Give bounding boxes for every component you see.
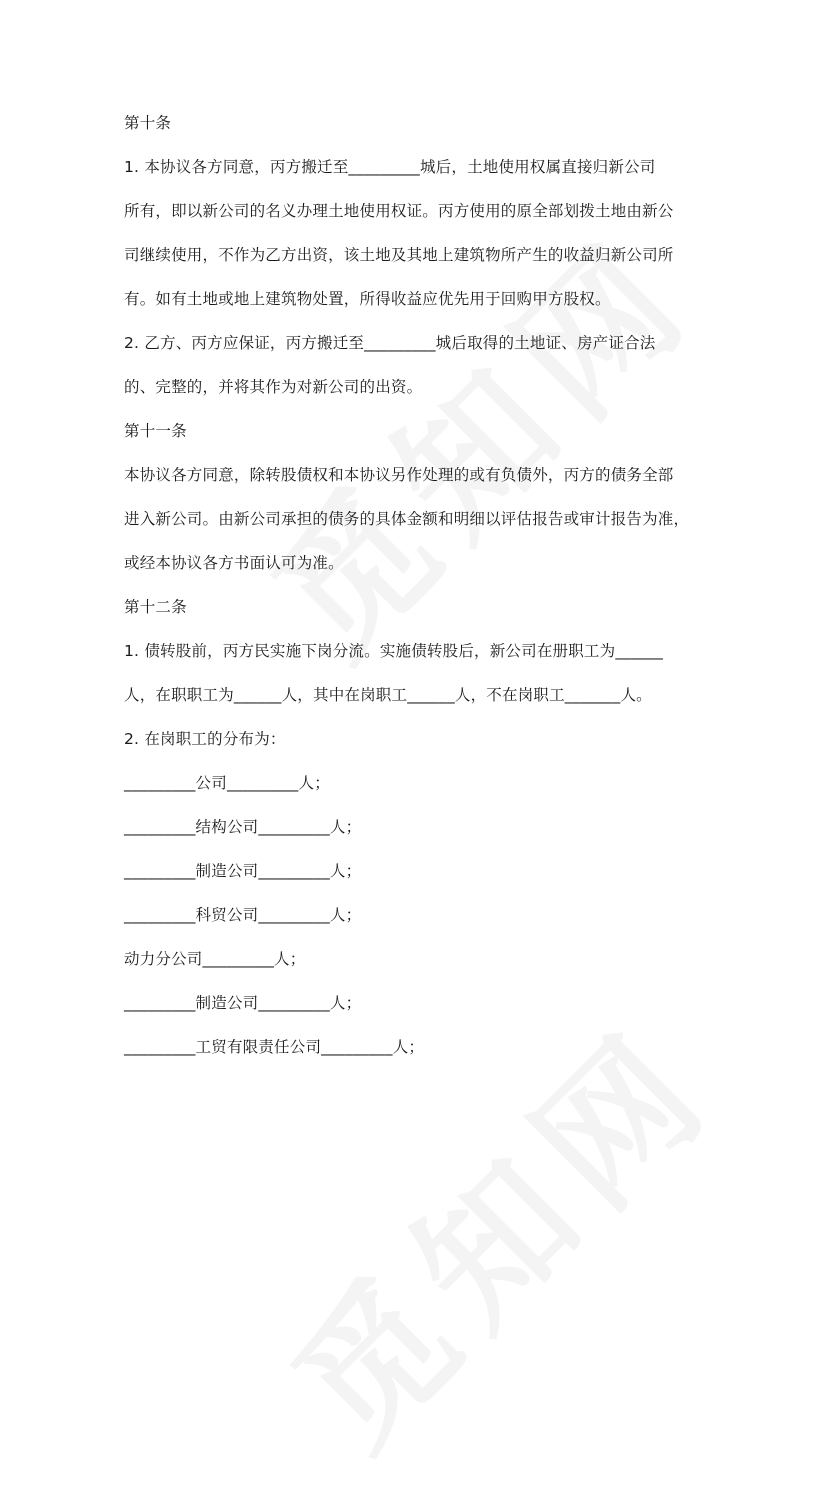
paragraph-line: 2. 乙方、丙方应保证，丙方搬迁至_________城后取得的土地证、房产证合法	[124, 334, 656, 352]
paragraph-line: 司继续使用，不作为乙方出资，该土地及其地上建筑物所产生的收益归新公司所	[124, 246, 674, 264]
paragraph-line: 或经本协议各方书面认可为准。	[124, 554, 344, 572]
distribution-item: _________制造公司_________人；	[124, 862, 362, 880]
paragraph-line: 1. 债转股前，丙方民实施下岗分流。实施债转股后，新公司在册职工为______	[124, 642, 664, 660]
distribution-item: 动力分公司_________人；	[124, 950, 306, 968]
article-heading-12: 第十二条	[124, 598, 187, 616]
paragraph-line: 本协议各方同意，除转股债权和本协议另作处理的或有负债外，丙方的债务全部	[124, 466, 674, 484]
distribution-item: _________结构公司_________人；	[124, 818, 362, 836]
paragraph-line: 有。如有土地或地上建筑物处置，所得收益应优先用于回购甲方股权。	[124, 290, 611, 308]
article-heading-10: 第十条	[124, 114, 172, 132]
paragraph-line: 进入新公司。由新公司承担的债务的具体金额和明细以评估报告或审计报告为准，	[124, 510, 690, 528]
distribution-item: _________工贸有限责任公司_________人；	[124, 1038, 425, 1056]
distribution-item: _________公司_________人；	[124, 774, 330, 792]
paragraph-line: 1. 本协议各方同意，丙方搬迁至_________城后，土地使用权属直接归新公司	[124, 158, 656, 176]
article-heading-11: 第十一条	[124, 422, 187, 440]
paragraph-line: 的、完整的，并将其作为对新公司的出资。	[124, 378, 423, 396]
paragraph-line: 人，在职职工为______人，其中在岗职工______人，不在岗职工_______人。	[124, 686, 652, 704]
paragraph-line: 所有，即以新公司的名义办理土地使用权证。丙方使用的原全部划拨土地由新公	[124, 202, 674, 220]
paragraph-line: 2. 在岗职工的分布为：	[124, 730, 286, 748]
distribution-item: _________制造公司_________人；	[124, 994, 362, 1012]
distribution-item: _________科贸公司_________人；	[124, 906, 362, 924]
